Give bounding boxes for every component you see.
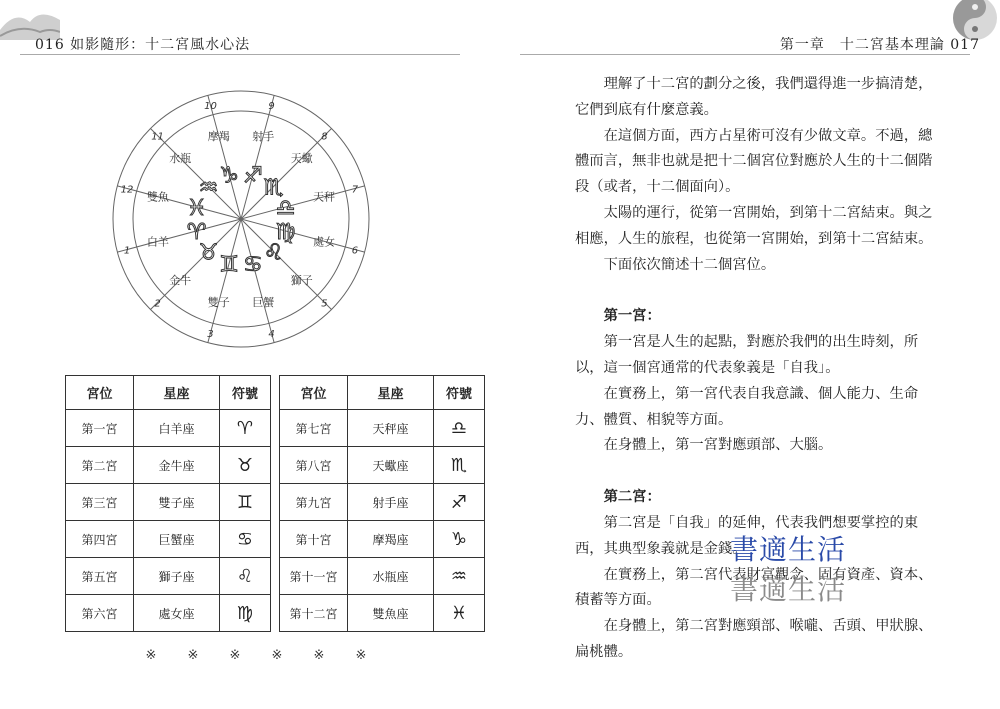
- table-gap: [271, 595, 280, 632]
- wheel-house-number: 4: [268, 328, 275, 340]
- house-cell: 第十一宮: [280, 558, 348, 595]
- sign-cell: 處女座: [134, 595, 220, 632]
- paragraph: 在這個方面，西方占星術可沒有少做文章。不過，總體而言，無非也就是把十二個宮位對應於人生的十二個階段（或者，十二個面向）。: [575, 127, 933, 196]
- symbol-cell: ♏: [434, 447, 485, 484]
- wheel-divider: [117, 219, 241, 252]
- wheel-house-number: 8: [321, 131, 328, 143]
- page-header-left: 016 如影隨形：十二宮風水心法: [35, 37, 251, 53]
- house-cell: 第三宮: [66, 484, 134, 521]
- wheel-sign-label: 摩羯: [207, 129, 230, 143]
- table-gap: [271, 376, 280, 410]
- wheel-divider: [208, 219, 241, 343]
- house-cell: 第二宮: [66, 447, 134, 484]
- col-header-house: 宮位: [66, 376, 134, 410]
- wheel-sign-label: 處女: [313, 235, 336, 249]
- paragraph: 在實務上，第二宮代表財富觀念、固有資產、資本、積蓄等方面。: [575, 566, 933, 609]
- symbol-cell: ♑: [434, 521, 485, 558]
- symbol-cell: ♐: [434, 484, 485, 521]
- wheel-sign-symbol: ♉: [198, 240, 219, 266]
- table-header-row: [66, 376, 485, 410]
- zodiac-table: [65, 375, 485, 632]
- symbol-cell: ♈: [220, 410, 271, 447]
- col-header-house: 宮位: [280, 376, 348, 410]
- asterism: ※: [229, 648, 241, 663]
- paragraph: 在身體上，第二宮對應頸部、喉嚨、舌頭、甲狀腺、扁桃體。: [575, 618, 933, 660]
- paragraph: 在實務上，第一宮代表自我意識、個人能力、生命力、體質、相貌等方面。: [575, 385, 919, 428]
- watermark: 書適生活: [730, 573, 847, 606]
- page-header-right: 第一章 十二宮基本理論 017: [779, 37, 980, 53]
- asterism: ※: [355, 648, 367, 663]
- asterism: ※: [313, 648, 325, 663]
- wheel-house-number: 6: [351, 245, 359, 257]
- symbol-cell: ♒: [434, 558, 485, 595]
- wheel-divider: [241, 186, 365, 222]
- wheel-sign-label: 射手: [252, 129, 275, 143]
- wheel-house-number: 2: [154, 298, 161, 310]
- house-cell: 第五宮: [66, 558, 134, 595]
- wheel-sign-label: 巨蟹: [252, 296, 275, 310]
- sign-cell: 白羊座: [134, 410, 220, 447]
- wheel-house-number: 9: [268, 101, 275, 113]
- house-cell: 第十宮: [280, 521, 348, 558]
- table-row: [66, 521, 485, 558]
- wheel-house-number: 12: [120, 184, 134, 196]
- paragraph: 下面依次簡述十二個宮位。: [603, 256, 776, 273]
- symbol-cell: ♍: [220, 595, 271, 632]
- sign-cell: 射手座: [348, 484, 434, 521]
- house-cell: 第一宮: [66, 410, 134, 447]
- wheel-sign-symbol: ♋: [243, 252, 263, 278]
- wheel-sign-symbol: ♓: [186, 196, 207, 222]
- house-cell: 第四宮: [66, 521, 134, 558]
- paragraph: 第二宮是「自我」的延伸，代表我們想要掌控的東西，其典型象義就是金錢。: [575, 514, 919, 557]
- wheel-sign-symbol: ♈: [186, 219, 207, 245]
- wheel-divider: [241, 219, 274, 343]
- table-gap: [271, 447, 280, 484]
- table-row: [66, 410, 485, 447]
- table-gap: [271, 521, 280, 558]
- watermark: 書適生活: [730, 533, 847, 566]
- wheel-divider: [117, 186, 241, 222]
- sign-cell: 天秤座: [348, 410, 434, 447]
- wheel-sign-label: 白羊: [146, 235, 169, 249]
- house-cell: 第八宮: [280, 447, 348, 484]
- wheel-sign-label: 獅子: [290, 273, 313, 287]
- symbol-cell: ♉: [220, 447, 271, 484]
- sign-cell: 獅子座: [134, 558, 220, 595]
- wheel-house-number: 10: [204, 101, 217, 113]
- symbol-cell: ♌: [220, 558, 271, 595]
- paragraph: 第一宮是人生的起點，對應於我們的出生時刻，所以，這一個宮通常的代表象義是「自我」。: [575, 334, 919, 376]
- symbol-cell: ♎: [434, 410, 485, 447]
- col-header-symbol: 符號: [220, 376, 271, 410]
- wheel-sign-symbol: ♍: [275, 219, 296, 245]
- house-cell: 第六宮: [66, 595, 134, 632]
- sign-cell: 金牛座: [134, 447, 220, 484]
- zodiac-wheel: [110, 88, 372, 350]
- house-cell: 第七宮: [280, 410, 348, 447]
- paragraph: 理解了十二宮的劃分之後，我們還得進一步搞清楚，它們到底有什麼意義。: [575, 76, 933, 118]
- asterism: ※: [145, 648, 157, 663]
- wheel-sign-label: 水瓶: [169, 152, 192, 166]
- symbol-cell: ♓: [434, 595, 485, 632]
- wheel-house-number: 7: [351, 184, 359, 196]
- wheel-divider: [241, 219, 365, 252]
- sign-cell: 巨蟹座: [134, 521, 220, 558]
- section-heading: 第二宮：: [603, 489, 661, 506]
- sign-cell: 天蠍座: [348, 447, 434, 484]
- table-row: [66, 484, 485, 521]
- symbol-cell: ♊: [220, 484, 271, 521]
- sign-cell: 雙魚座: [348, 595, 434, 632]
- table-row: [66, 595, 485, 632]
- wheel-sign-symbol: ♑: [219, 163, 239, 189]
- wheel-sign-symbol: ♊: [219, 252, 239, 278]
- col-header-sign: 星座: [134, 376, 220, 410]
- col-header-sign: 星座: [348, 376, 434, 410]
- wheel-house-number: 5: [321, 298, 328, 310]
- asterism: ※: [187, 648, 199, 663]
- house-cell: 第九宮: [280, 484, 348, 521]
- paragraph: 太陽的運行，從第一宮開始，到第十二宮結束。與之相應，人生的旅程，也從第一宮開始，到第十二宮結束。: [575, 204, 933, 247]
- wheel-sign-label: 雙子: [207, 296, 230, 310]
- wheel-house-number: 3: [207, 328, 214, 340]
- wheel-house-number: 1: [123, 245, 131, 257]
- sign-cell: 水瓶座: [348, 558, 434, 595]
- section-separator: [130, 648, 382, 663]
- sign-cell: 雙子座: [134, 484, 220, 521]
- col-header-symbol: 符號: [434, 376, 485, 410]
- wheel-sign-label: 金牛: [169, 273, 192, 287]
- wheel-sign-label: 天蠍: [290, 152, 313, 166]
- paragraph: 在身體上，第一宮對應頭部、大腦。: [603, 437, 833, 454]
- wheel-sign-symbol: ♎: [275, 196, 296, 222]
- wheel-sign-symbol: ♒: [198, 175, 219, 201]
- table-gap: [271, 558, 280, 595]
- house-cell: 第十二宮: [280, 595, 348, 632]
- wheel-sign-label: 天秤: [313, 190, 336, 204]
- wheel-sign-label: 雙魚: [146, 190, 169, 204]
- wheel-sign-symbol: ♌: [263, 240, 284, 266]
- wheel-house-number: 11: [151, 131, 164, 143]
- table-row: [66, 558, 485, 595]
- wheel-sign-symbol: ♐: [243, 163, 263, 189]
- header-rule-left: [20, 54, 460, 55]
- asterism: ※: [271, 648, 283, 663]
- sign-cell: 摩羯座: [348, 521, 434, 558]
- wheel-sign-symbol: ♏: [263, 175, 284, 201]
- table-gap: [271, 410, 280, 447]
- table-gap: [271, 484, 280, 521]
- header-rule-right: [520, 54, 970, 55]
- table-row: [66, 447, 485, 484]
- section-heading: 第一宮：: [603, 308, 661, 325]
- symbol-cell: ♋: [220, 521, 271, 558]
